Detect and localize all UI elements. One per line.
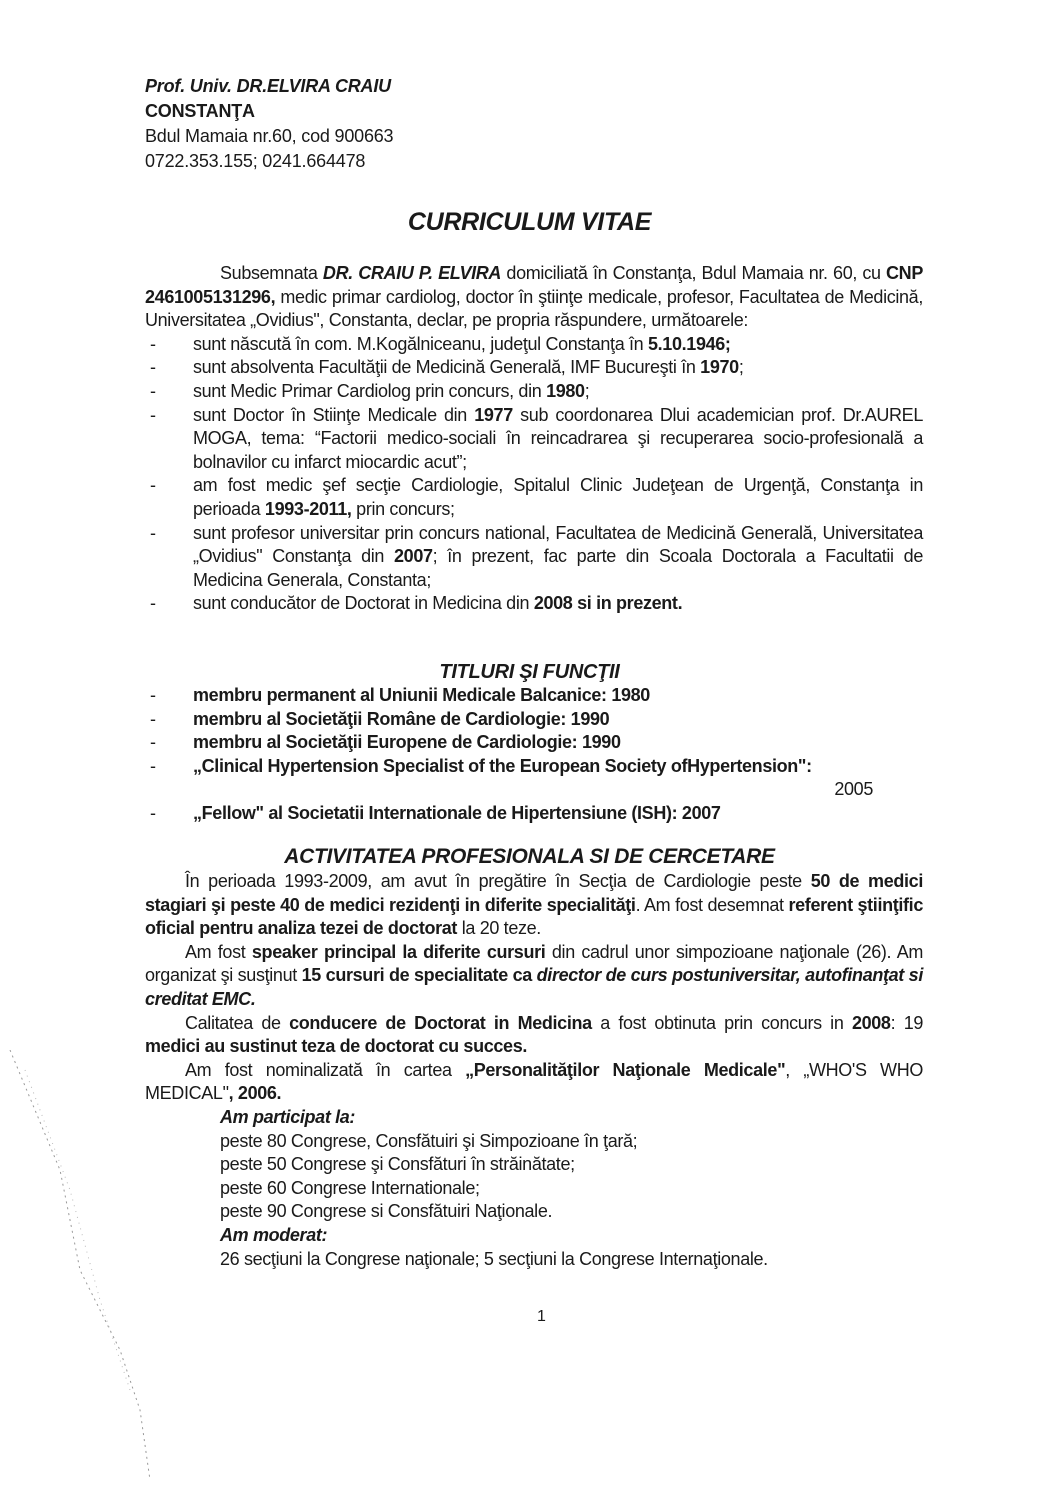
activity-heading: ACTIVITATEA PROFESIONALA SI DE CERCETARE bbox=[284, 845, 775, 868]
text-run: sunt absolventa Facultăţii de Medicină Generală, IMF Bucureşti în bbox=[193, 357, 701, 378]
text-run: „Clinical Hypertension Specialist of the European Society ofHypertension": bbox=[193, 755, 812, 776]
text-run: 1977 bbox=[474, 404, 513, 425]
declaration-item bbox=[145, 474, 923, 521]
declaration-item bbox=[145, 333, 923, 357]
text-run: director de curs postuniversitar, autofinanţat si creditat EMC. bbox=[145, 965, 923, 1009]
title-item bbox=[145, 708, 923, 732]
activity-paragraph bbox=[145, 870, 923, 941]
text-run: , „WHO'S WHO MEDICAL" bbox=[145, 1059, 924, 1104]
participated-item: peste 50 Congrese şi Consfături în străinătate; bbox=[220, 1154, 575, 1175]
text-run: Am fost nominalizată în cartea bbox=[185, 1059, 466, 1080]
text-run: 2007 bbox=[394, 546, 433, 567]
text-run: sunt născută în com. M.Kogălniceanu, judeţul Constanţa în bbox=[193, 333, 648, 354]
bullet-dash: - bbox=[150, 708, 156, 729]
bullet-dash: - bbox=[150, 593, 156, 614]
text-run: . Am fost desemnat bbox=[635, 894, 789, 915]
text-run: 2008 bbox=[851, 1012, 891, 1033]
text-run: 50 de medici stagiari şi peste 40 de medici rezidenţi in diferite specialităţi bbox=[145, 871, 923, 915]
text-run: a fost obtinuta prin concurs in bbox=[591, 1012, 852, 1033]
text-run: am fost medic şef secţie Cardiologie, Spitalul Clinic Judeţean de Urgenţă, Constanţa in perioada bbox=[193, 475, 923, 519]
declarations-list bbox=[145, 333, 923, 616]
declaration-item bbox=[145, 356, 923, 380]
bullet-dash: - bbox=[150, 380, 156, 401]
text-run: prin concurs; bbox=[351, 498, 455, 519]
text-run: membru al Societăţii Europene de Cardiologie: 1990 bbox=[193, 732, 621, 753]
sender-city: CONSTANŢA bbox=[145, 101, 255, 121]
title-item bbox=[145, 755, 923, 779]
bullet-dash: - bbox=[150, 802, 156, 823]
text-run: CNP 2461005131296, bbox=[145, 263, 923, 307]
text-run: din cadrul unor simpozioane naţionale (26). Am organizat şi susţinut bbox=[145, 941, 924, 986]
sender-phones: 0722.353.155; 0241.664478 bbox=[145, 151, 366, 171]
declaration-item bbox=[145, 522, 923, 593]
scan-artifact-marks bbox=[0, 1050, 160, 1490]
text-run: medici au sustinut teza de doctorat cu succes. bbox=[145, 1036, 528, 1057]
text-run: 5.10.1946; bbox=[648, 333, 731, 354]
sender-header bbox=[145, 74, 393, 174]
activity-paragraph bbox=[145, 941, 923, 1012]
activity-section bbox=[145, 870, 923, 1271]
participated-item: peste 60 Congrese Internationale; bbox=[220, 1177, 480, 1198]
text-run: : 19 bbox=[890, 1012, 924, 1033]
text-run: „Fellow" al Societatii Internationale de Hipertensiune (ISH): 2007 bbox=[193, 802, 721, 823]
text-run: la 20 teze. bbox=[457, 918, 541, 939]
text-run: 1980 bbox=[546, 380, 585, 401]
text-run: ; bbox=[738, 357, 744, 378]
participated-item: peste 80 Congrese, Consfătuiri şi Simpozioane în ţară; bbox=[220, 1130, 638, 1151]
sender-name: Prof. Univ. DR.ELVIRA CRAIU bbox=[145, 76, 391, 96]
text-run: 1970 bbox=[700, 357, 739, 378]
titles-section bbox=[145, 684, 923, 826]
bullet-dash: - bbox=[150, 333, 156, 354]
text-run: Am fost bbox=[185, 941, 252, 962]
title-year: 2005 bbox=[834, 779, 873, 800]
text-run: În perioada 1993-2009, am avut în pregătire în Secţia de Cardiologie peste bbox=[185, 871, 811, 891]
titles-heading: TITLURI ŞI FUNCŢII bbox=[439, 661, 620, 683]
activity-paragraph bbox=[145, 1059, 923, 1106]
text-run: 2008 si in prezent. bbox=[533, 593, 683, 614]
text-run: 15 cursuri de specialitate ca bbox=[301, 965, 537, 986]
text-run: Calitatea de bbox=[185, 1012, 290, 1033]
declaration-section bbox=[145, 262, 923, 616]
bullet-dash: - bbox=[150, 755, 156, 776]
text-run: membru permanent al Uniunii Medicale Balcanice: 1980 bbox=[193, 685, 650, 705]
text-run: sunt profesor universitar prin concurs national, Facultatea de Medicină Generală, Universitatea „Ovidius" Constanţa din bbox=[193, 522, 923, 567]
page-number: 1 bbox=[537, 1308, 546, 1325]
text-run: sunt Medic Primar Cardiolog prin concurs, din bbox=[193, 380, 547, 401]
text-run: conducere de Doctorat in Medicina bbox=[289, 1012, 592, 1033]
bullet-dash: - bbox=[150, 522, 156, 543]
text-run: referent ştiinţific oficial pentru analiza tezei de doctorat bbox=[145, 894, 923, 939]
participated-item: peste 90 Congrese si Consfătuiri Naţionale. bbox=[220, 1201, 553, 1222]
bullet-dash: - bbox=[150, 404, 156, 425]
title-item bbox=[145, 684, 923, 708]
title-item bbox=[145, 731, 923, 755]
text-run: domiciliată în Constanţa, Bdul Mamaia nr. 60, cu bbox=[501, 263, 887, 283]
declaration-item bbox=[145, 380, 923, 404]
sender-address: Bdul Mamaia nr.60, cod 900663 bbox=[145, 126, 394, 146]
text-run: medic primar cardiolog, doctor în ştiinţe medicale, profesor, Facultatea de Medicină, Universitatea „Ovidius", Constanta, declar, pe propria răspundere, următoarele: bbox=[145, 286, 923, 331]
moderated-heading: Am moderat: bbox=[220, 1224, 328, 1245]
text-run: sub coordonarea Dlui academician prof. Dr.AUREL MOGA, tema: “Factorii medico-sociali în reincadrarea şi recuperarea socio-profesională a bolnavilor cu infarct miocardic acut”; bbox=[193, 404, 923, 472]
bullet-dash: - bbox=[150, 357, 156, 378]
text-run: ; în prezent, fac parte din Scoala Doctorala a Facultatii de Medicina Generala, Constanta; bbox=[193, 546, 923, 590]
text-run: membru al Societăţii Române de Cardiologie: 1990 bbox=[193, 708, 610, 729]
intro-paragraph bbox=[145, 262, 923, 333]
text-run: ; bbox=[584, 380, 590, 401]
text-run: „Personalităţilor Naţionale Medicale" bbox=[465, 1059, 786, 1080]
text-run: , 2006. bbox=[228, 1083, 282, 1104]
bullet-dash: - bbox=[150, 475, 156, 496]
text-run: sunt conducător de Doctorat in Medicina din bbox=[193, 593, 534, 614]
text-run: 1993-2011, bbox=[264, 498, 352, 519]
text-run: DR. CRAIU P. ELVIRA bbox=[322, 263, 502, 283]
document-title: CURRICULUM VITAE bbox=[407, 208, 652, 236]
titles-list bbox=[145, 684, 923, 826]
text-run: sunt Doctor în Stiinţe Medicale din bbox=[193, 404, 475, 425]
text-run: Subsemnata bbox=[220, 263, 323, 283]
participated-heading: Am participat la: bbox=[220, 1106, 356, 1127]
bullet-dash: - bbox=[150, 685, 156, 705]
activity-paragraph bbox=[145, 1012, 923, 1059]
bullet-dash: - bbox=[150, 732, 156, 753]
declaration-item bbox=[145, 404, 923, 475]
declaration-item bbox=[145, 592, 923, 616]
moderated-item: 26 secţiuni la Congrese naţionale; 5 secţiuni la Congrese Internaţionale. bbox=[220, 1248, 768, 1269]
text-run: speaker principal la diferite cursuri bbox=[251, 941, 546, 962]
title-item bbox=[145, 802, 923, 826]
